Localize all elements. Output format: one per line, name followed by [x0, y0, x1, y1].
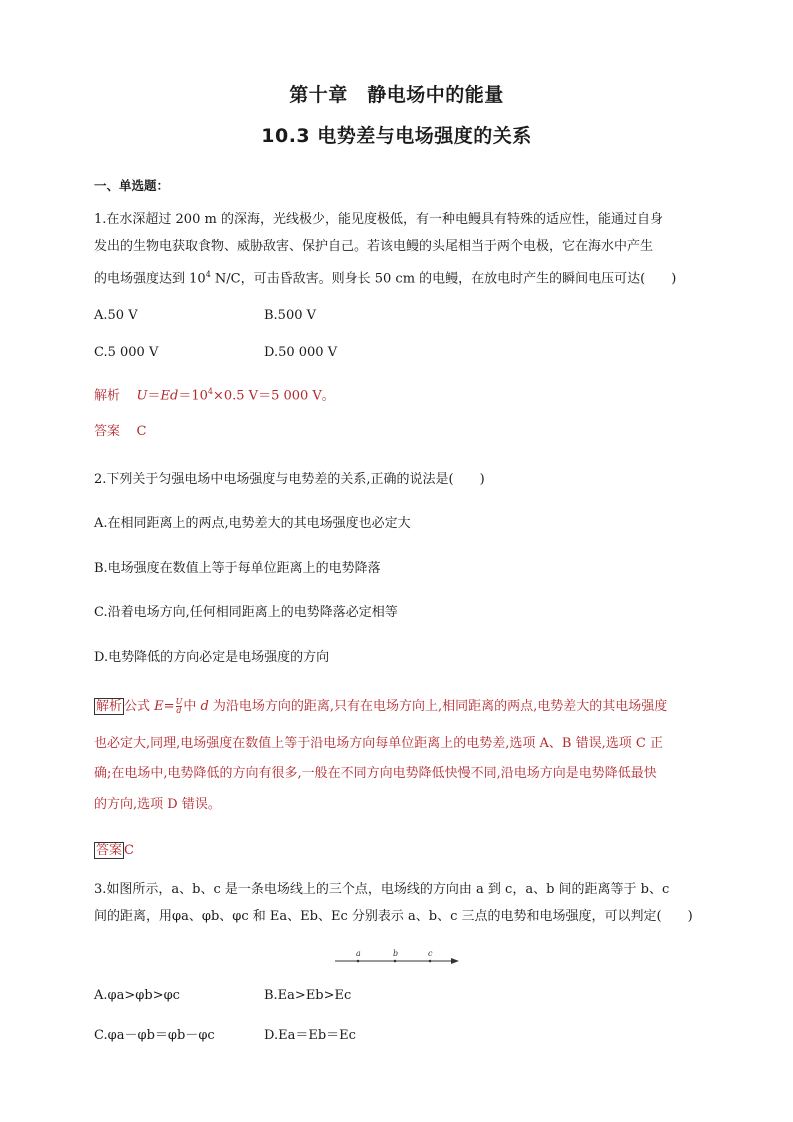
analysis-label: 解析	[96, 699, 123, 714]
part-heading: 一、单选题：	[94, 178, 170, 193]
q3-option-a: A.φa>φb>φc	[94, 988, 180, 1003]
label-c: c	[428, 949, 433, 958]
electric-field-line-figure	[333, 946, 463, 968]
q1-option-b: B.500 V	[264, 308, 317, 323]
q3-option-c: C.φa－φb＝φb－φc	[94, 1028, 215, 1043]
q2-option-d: D.电势降低的方向必定是电场强度的方向	[94, 650, 330, 665]
q1-answer: 答案 C	[94, 424, 147, 439]
q3-line1: 3.如图所示，a、b、c 是一条电场线上的三个点，电场线的方向由 a 到 c，a、b 间的距离等于 b、c	[94, 882, 670, 897]
q1-option-a: A.50 V	[94, 308, 138, 323]
label-a: a	[356, 949, 361, 958]
q2-stem: 2.下列关于匀强电场中电场强度与电势差的关系,正确的说法是( )	[94, 472, 485, 487]
chapter-title: 第十章 静电场中的能量	[289, 84, 504, 106]
fraction: $\frac{U}{d}$	[175, 697, 183, 715]
q3-line2: 间的距离，用φa、φb、φc 和 Ea、Eb、Ec 分别表示 a、b、c 三点的电势和电场强度，可以判定( )	[94, 909, 693, 924]
q2-option-c: C.沿着电场方向,任何相同距离上的电势降落必定相等	[94, 605, 398, 620]
analysis-label: 解析	[94, 388, 121, 404]
q1-option-c: C.5 000 V	[94, 345, 159, 360]
q2-analysis-line4: 的方向,选项 D 错误。	[94, 797, 221, 812]
point-c	[429, 960, 432, 963]
answer-label: 答案	[94, 424, 121, 439]
q2-analysis-line2: 也必定大,同理,电场强度在数值上等于沿电场方向每单位距离上的电势差,选项 A、B 错误,选项 C 正	[94, 736, 663, 751]
arrow-head-icon	[451, 958, 459, 964]
q2-analysis-line3: 确;在电场中,电势降低的方向有很多,一般在不同方向电势降低快慢不同,沿电场方向是电势降低最快	[94, 766, 657, 781]
q3-option-b: B.Ea>Eb>Ec	[264, 988, 352, 1003]
point-a	[357, 960, 360, 963]
section-title: 10.3 电势差与电场强度的关系	[261, 125, 532, 147]
point-b	[394, 960, 397, 963]
q2-analysis-line1: 解析 公式 E= $\frac{U}{d}$ 中 d 为沿电场方向的距离,只有在电场方向上,相同距离的两点,电势差大的其电场强度	[96, 697, 668, 715]
q1-line2: 发出的生物电获取食物、威胁敌害、保护自己。若该电鳗的头尾相当于两个电极，它在海水中产生	[94, 239, 654, 254]
q1-line3: 的电场强度达到 $10^4$ N/C，可击昏敌害。则身长 50 cm 的电鳗，在放电时产生的瞬间电压可达( )	[94, 270, 677, 287]
q1-analysis: 解析 $U=Ed=10^4\times 0.5$ V＝5 000 V。	[94, 387, 335, 404]
q1-option-d: D.50 000 V	[264, 345, 338, 360]
q2-option-a: A.在相同距离上的两点,电势差大的其电场强度也必定大	[94, 516, 411, 531]
label-b: b	[393, 949, 399, 958]
answer-label: 答案	[96, 843, 123, 858]
q3-option-d: D.Ea＝Eb＝Ec	[264, 1028, 356, 1043]
q2-option-b: B.电场强度在数值上等于每单位距离上的电势降落	[94, 561, 381, 576]
q2-answer: 答案 C	[96, 843, 134, 858]
q1-line1: 1.在水深超过 200 m 的深海，光线极少，能见度极低，有一种电鳗具有特殊的适应性，能通过自身	[94, 212, 663, 227]
